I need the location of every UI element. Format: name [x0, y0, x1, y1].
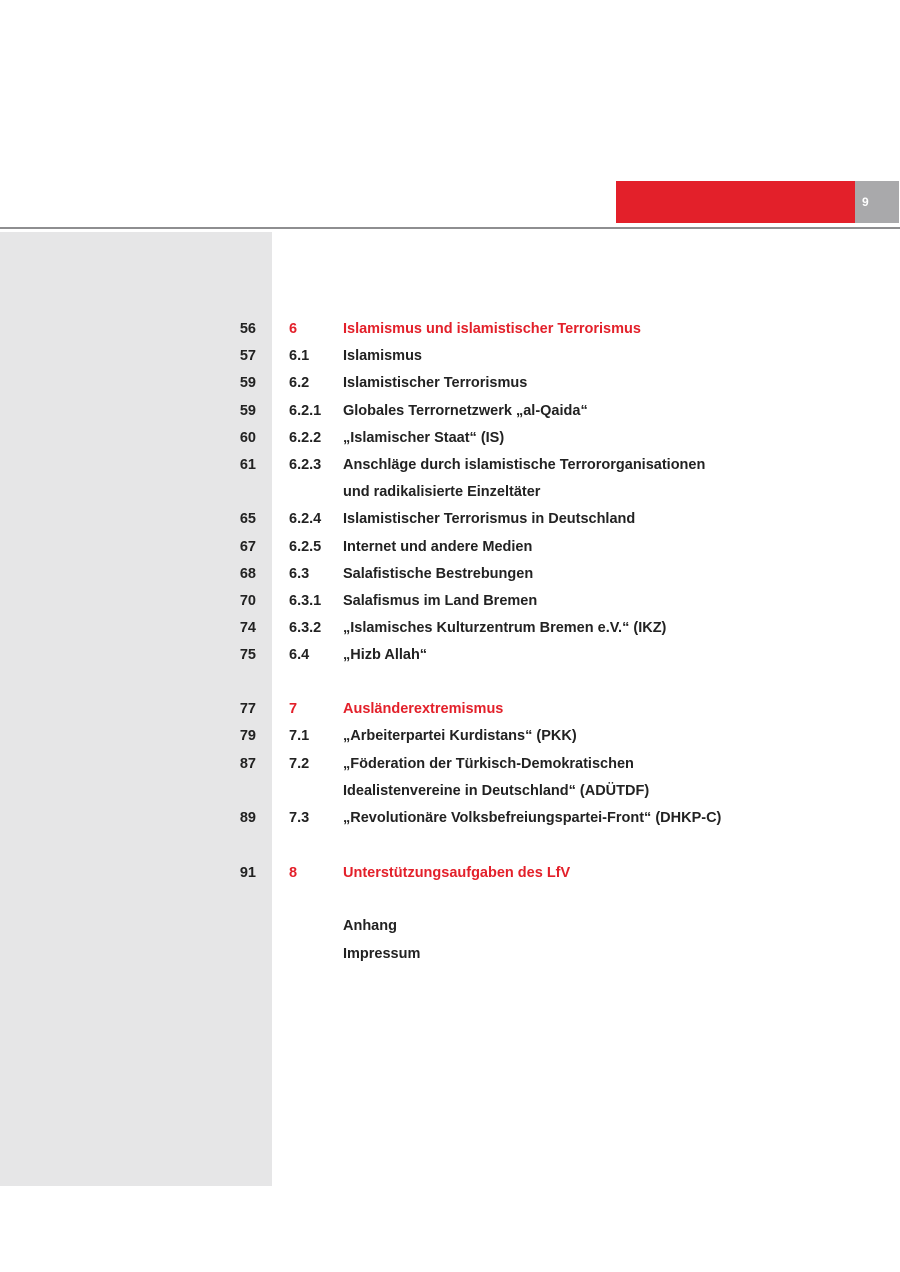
- toc-entry[interactable]: [0, 403, 900, 423]
- page-number: 9: [855, 181, 899, 223]
- toc-number: 7.1: [289, 728, 310, 744]
- toc-page: 59: [239, 403, 256, 419]
- toc-title: und radikalisierte Einzeltäter: [343, 484, 541, 500]
- toc-number: 6.3: [289, 566, 310, 582]
- toc-title: Salafistische Bestrebungen: [343, 566, 534, 582]
- toc-number: 6.2.4: [289, 511, 322, 527]
- toc-number: 6.1: [289, 348, 310, 364]
- toc-number: 8: [289, 865, 298, 881]
- toc-entry[interactable]: [0, 918, 900, 938]
- toc-title: „Hizb Allah“: [343, 647, 428, 663]
- toc-number: 7.2: [289, 756, 310, 772]
- toc-page: 75: [239, 647, 256, 663]
- toc-title: Islamismus: [343, 348, 422, 364]
- toc-page: 61: [239, 457, 256, 473]
- toc-page: 67: [239, 539, 256, 555]
- toc-number: 6.4: [289, 647, 310, 663]
- toc-entry[interactable]: [0, 810, 900, 830]
- toc-entry-continuation[interactable]: [0, 783, 900, 803]
- toc-number: 6.2.2: [289, 430, 322, 446]
- toc-entry[interactable]: [0, 620, 900, 640]
- toc-title: Impressum: [343, 946, 421, 962]
- toc-number: 7: [289, 701, 298, 717]
- toc-entry[interactable]: [0, 647, 900, 667]
- toc-title: Ausländerextremismus: [343, 701, 504, 717]
- toc-page: 79: [239, 728, 256, 744]
- toc-number: 6.3.2: [289, 620, 322, 636]
- toc-entry[interactable]: [0, 348, 900, 368]
- toc-number: 6.2.3: [289, 457, 322, 473]
- toc-number: 6.2: [289, 375, 310, 391]
- toc-page: 77: [239, 701, 256, 717]
- toc-title: Islamismus und islamistischer Terrorismus: [343, 321, 641, 337]
- toc-entry[interactable]: [0, 539, 900, 559]
- toc-entry[interactable]: [0, 946, 900, 966]
- toc-page: 65: [239, 511, 256, 527]
- toc-title: Anhang: [343, 918, 397, 934]
- toc-entry[interactable]: [0, 430, 900, 450]
- toc-number: 6.2.5: [289, 539, 322, 555]
- toc-title: Islamistischer Terrorismus in Deutschland: [343, 511, 636, 527]
- toc-entry[interactable]: [0, 593, 900, 613]
- toc-entry[interactable]: [0, 321, 900, 341]
- toc-page: 70: [239, 593, 256, 609]
- toc-entry[interactable]: [0, 701, 900, 721]
- header-rule: [0, 227, 900, 229]
- header-red-bar: [616, 181, 855, 223]
- toc-entry[interactable]: [0, 728, 900, 748]
- toc-entry[interactable]: [0, 457, 900, 477]
- toc-title: Anschläge durch islamistische Terrororganisationen: [343, 457, 706, 473]
- toc-title: Internet und andere Medien: [343, 539, 533, 555]
- toc-entry[interactable]: [0, 511, 900, 531]
- toc-page: 89: [239, 810, 256, 826]
- toc-number: 7.3: [289, 810, 310, 826]
- toc-page: 57: [239, 348, 256, 364]
- toc-page: 60: [239, 430, 256, 446]
- toc-title: „Islamisches Kulturzentrum Bremen e.V.“ (IKZ): [343, 620, 667, 636]
- toc-page: 91: [239, 865, 256, 881]
- toc-page: 87: [239, 756, 256, 772]
- toc-title: Globales Terrornetzwerk „al-Qaida“: [343, 403, 588, 419]
- toc-title: Idealistenvereine in Deutschland“ (ADÜTDF): [343, 783, 650, 799]
- toc-page: 74: [239, 620, 256, 636]
- toc-entry-continuation[interactable]: [0, 484, 900, 504]
- toc-title: Unterstützungsaufgaben des LfV: [343, 865, 571, 881]
- toc-number: 6.2.1: [289, 403, 322, 419]
- toc-entry[interactable]: [0, 865, 900, 885]
- toc-title: „Föderation der Türkisch-Demokratischen: [343, 756, 634, 772]
- toc-title: „Arbeiterpartei Kurdistans“ (PKK): [343, 728, 577, 744]
- toc-number: 6.3.1: [289, 593, 322, 609]
- toc-title: Salafismus im Land Bremen: [343, 593, 538, 609]
- toc-title: Islamistischer Terrorismus: [343, 375, 528, 391]
- toc-title: „Islamischer Staat“ (IS): [343, 430, 505, 446]
- toc-entry[interactable]: [0, 566, 900, 586]
- toc-entry[interactable]: [0, 375, 900, 395]
- toc-title: „Revolutionäre Volksbefreiungspartei-Front“ (DHKP-C): [343, 810, 722, 826]
- toc-number: 6: [289, 321, 298, 337]
- toc-page: 68: [239, 566, 256, 582]
- toc-page: 56: [239, 321, 256, 337]
- toc-page: 59: [239, 375, 256, 391]
- toc-entry[interactable]: [0, 756, 900, 776]
